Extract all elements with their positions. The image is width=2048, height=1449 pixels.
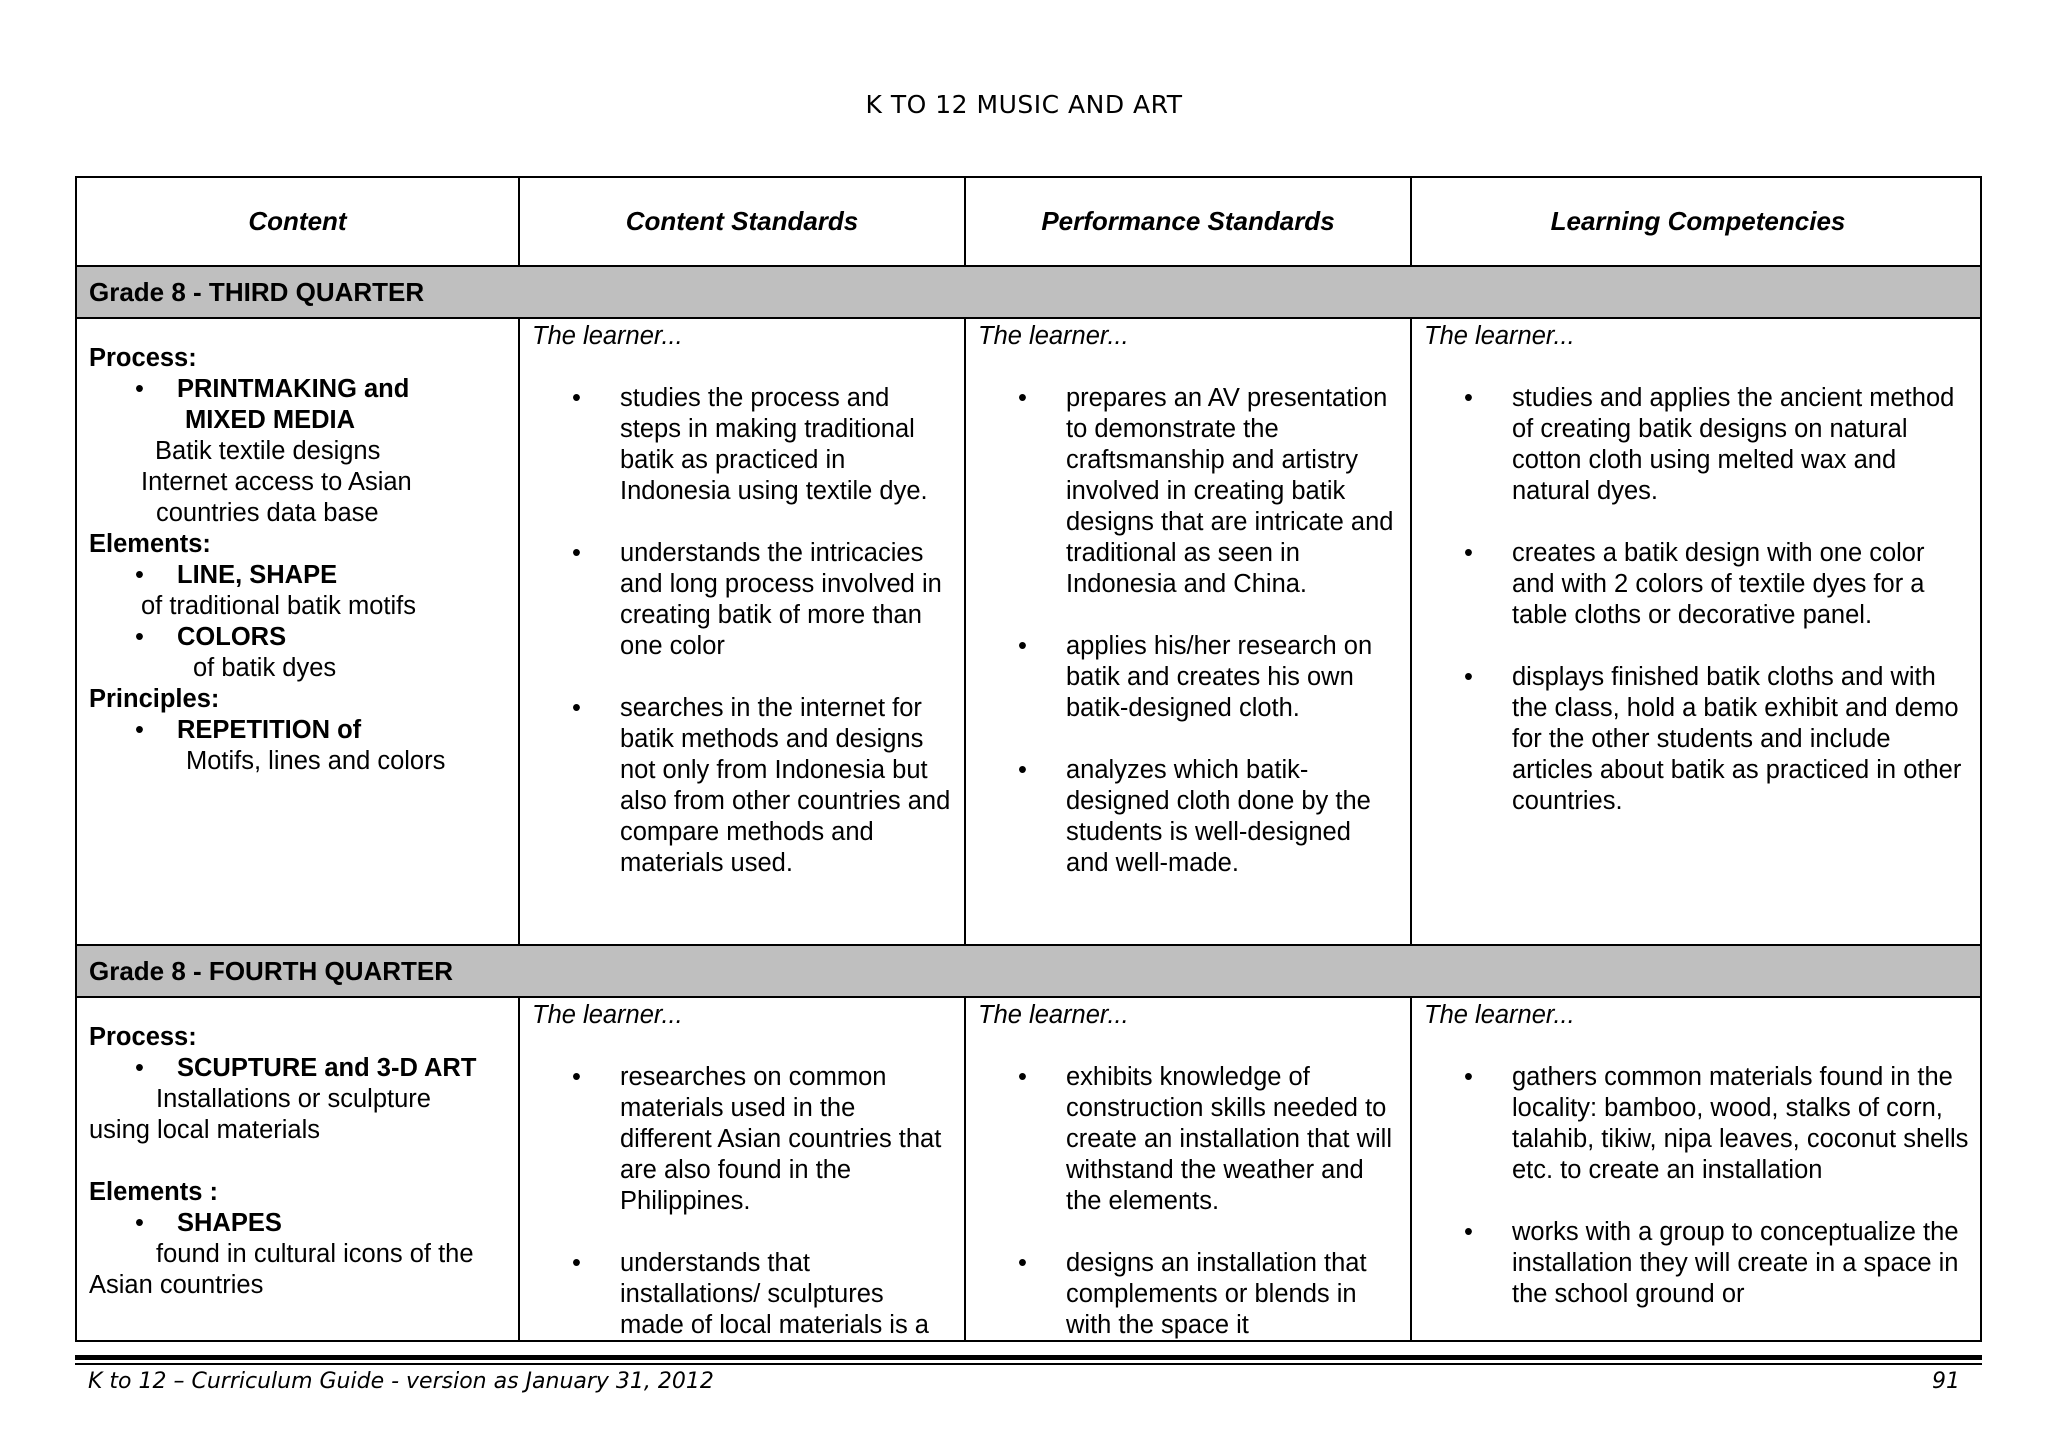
list-item: • exhibits knowledge of construction skills needed to create an installation that will withstand the weather and the elements.	[966, 1062, 1400, 1217]
list-item: • designs an installation that complements or blends in with the space it	[966, 1248, 1400, 1341]
performance-standards-cell	[965, 997, 1411, 1342]
column-header-content: Content	[77, 178, 519, 266]
list-item: • creates a batik design with one color and with 2 colors of textile dyes for a table cloths or decorative panel.	[1412, 538, 1974, 631]
elements-sub: found in cultural icons of the	[156, 1240, 474, 1268]
table-row	[77, 997, 1982, 1342]
learning-competencies-cell	[1411, 318, 1982, 945]
list-item: • searches in the internet for batik methods and designs not only from Indonesia but also from other countries and compare methods and materials used.	[520, 693, 954, 879]
process-label: Process:	[89, 344, 197, 372]
table-row	[77, 318, 1982, 945]
elements-sub: of traditional batik motifs	[141, 592, 416, 620]
content-standards-cell	[519, 997, 965, 1342]
footer-rule	[75, 1363, 1982, 1365]
content-standards-cell	[519, 318, 965, 945]
process-item: • SCUPTURE and 3-D ART	[89, 1053, 514, 1084]
elements-item: • SHAPES	[89, 1208, 514, 1239]
process-label: Process:	[89, 1023, 197, 1051]
list-item: • analyzes which batik-designed cloth done by the students is well-designed and well-made.	[966, 755, 1400, 879]
standards-list	[520, 1062, 964, 1341]
elements-label: Elements :	[89, 1178, 218, 1206]
learning-competencies-cell	[1411, 997, 1982, 1342]
standards-list	[520, 383, 964, 879]
process-sub: using local materials	[89, 1116, 321, 1144]
process-sub: Installations or sculpture	[156, 1085, 431, 1113]
quarter-row-third	[77, 266, 1982, 318]
learner-intro: The learner...	[1424, 1001, 1575, 1029]
page-number: 91	[1932, 1369, 1960, 1394]
content-cell	[77, 997, 519, 1342]
performance-standards-cell	[965, 318, 1411, 945]
document-title: K TO 12 MUSIC AND ART	[865, 90, 1183, 119]
content-cell	[77, 318, 519, 945]
competencies-list	[1412, 1062, 1982, 1310]
elements-item: • COLORS	[89, 622, 514, 653]
process-item-cont: MIXED MEDIA	[185, 406, 356, 434]
quarter-heading: Grade 8 - THIRD QUARTER	[77, 266, 1982, 318]
list-item: • studies and applies the ancient method of creating batik designs on natural cotton cloth using melted wax and natural dyes.	[1412, 383, 1974, 507]
learner-intro: The learner...	[978, 1001, 1129, 1029]
process-item: • PRINTMAKING and	[89, 374, 514, 405]
learner-intro: The learner...	[1424, 322, 1575, 350]
competencies-list	[1412, 383, 1982, 817]
list-item: • applies his/her research on batik and creates his own batik-designed cloth.	[966, 631, 1400, 724]
learner-intro: The learner...	[532, 1001, 683, 1029]
list-item: • gathers common materials found in the locality: bamboo, wood, stalks of corn, talahib, tikiw, nipa leaves, coconut shells etc. to create an installation	[1412, 1062, 1974, 1186]
standards-list	[966, 1062, 1410, 1341]
principles-item: • REPETITION of	[89, 715, 514, 746]
list-item: • researches on common materials used in the different Asian countries that are also found in the Philippines.	[520, 1062, 954, 1217]
elements-sub: of batik dyes	[193, 654, 337, 682]
list-item: • understands the intricacies and long process involved in creating batik of more than one color	[520, 538, 954, 662]
learner-intro: The learner...	[532, 322, 683, 350]
process-sub: Batik textile designs	[155, 437, 381, 465]
list-item: • displays finished batik cloths and with the class, hold a batik exhibit and demo for the other students and include articles about batik as practiced in other countries.	[1412, 662, 1974, 817]
list-item: • understands that installations/ sculptures made of local materials is a	[520, 1248, 954, 1341]
column-header-content-standards: Content Standards	[519, 178, 965, 266]
standards-list	[966, 383, 1410, 879]
list-item: • prepares an AV presentation to demonstrate the craftsmanship and artistry involved in creating batik designs that are intricate and traditional as seen in Indonesia and China.	[966, 383, 1400, 600]
elements-item: • LINE, SHAPE	[89, 560, 514, 591]
process-sub: Internet access to Asian	[141, 468, 412, 496]
quarter-row-fourth	[77, 945, 1982, 997]
learner-intro: The learner...	[978, 322, 1129, 350]
quarter-heading: Grade 8 - FOURTH QUARTER	[77, 945, 1982, 997]
elements-sub: Asian countries	[89, 1271, 264, 1299]
table-header-row	[77, 178, 1982, 266]
list-item: • studies the process and steps in making traditional batik as practiced in Indonesia using textile dye.	[520, 383, 954, 507]
footer-rule	[75, 1355, 1982, 1360]
curriculum-table	[75, 176, 1982, 1342]
footer-caption: K to 12 – Curriculum Guide - version as January 31, 2012	[88, 1369, 714, 1394]
column-header-learning-competencies: Learning Competencies	[1411, 178, 1982, 266]
column-header-performance-standards: Performance Standards	[965, 178, 1411, 266]
process-sub: countries data base	[156, 499, 379, 527]
elements-label: Elements:	[89, 530, 211, 558]
list-item: • works with a group to conceptualize the installation they will create in a space in the school ground or	[1412, 1217, 1974, 1310]
principles-sub: Motifs, lines and colors	[186, 747, 446, 775]
principles-label: Principles:	[89, 685, 220, 713]
